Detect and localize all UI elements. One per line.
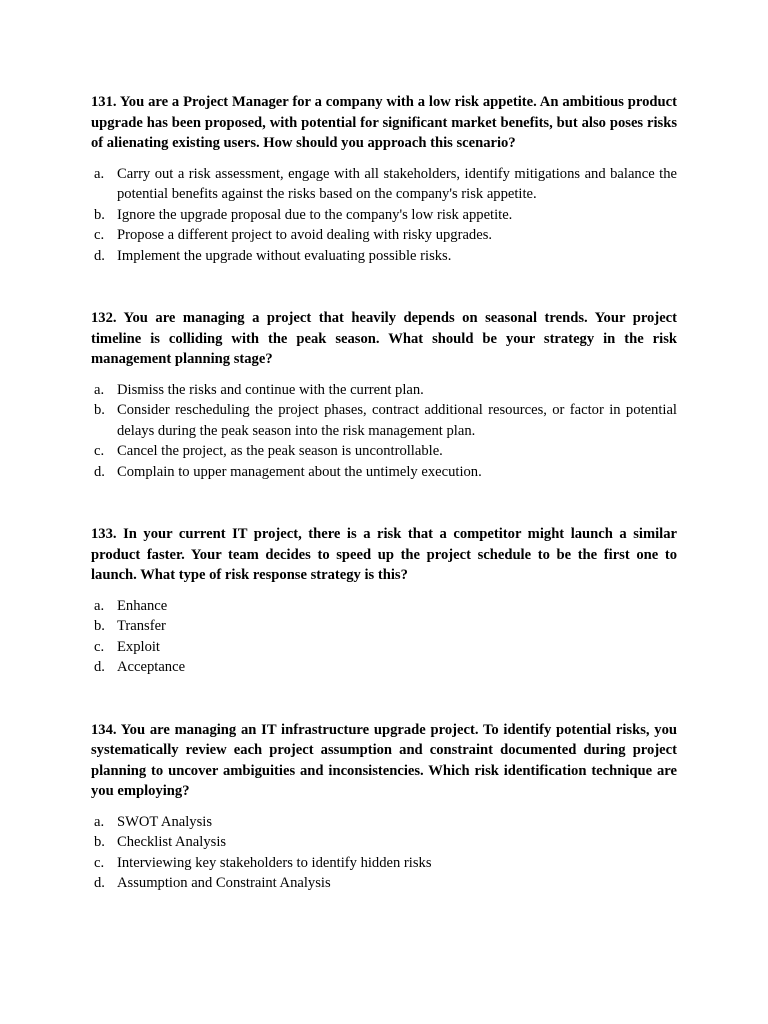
- option-text: Propose a different project to avoid dealing with risky upgrades.: [117, 227, 493, 243]
- option-c: [91, 853, 677, 874]
- option-letter: a.: [94, 813, 105, 830]
- option-d: [91, 246, 677, 267]
- option-text: Interviewing key stakeholders to identify hidden risks: [117, 854, 432, 871]
- question-text: [91, 720, 677, 802]
- question-number: 134.: [91, 721, 117, 738]
- option-b: [91, 400, 677, 441]
- question-number: 133.: [91, 526, 117, 542]
- option-text: Assumption and Constraint Analysis: [117, 875, 331, 891]
- option-text: Cancel the project, as the peak season is uncontrollable.: [117, 443, 443, 459]
- option-letter: d.: [94, 247, 105, 264]
- question-text: [91, 524, 677, 586]
- option-a: [91, 380, 677, 401]
- option-text: SWOT Analysis: [117, 813, 213, 830]
- option-letter: c.: [94, 638, 105, 655]
- option-d: [91, 462, 677, 483]
- option-text: Transfer: [117, 618, 166, 634]
- option-letter: c.: [94, 443, 105, 459]
- options-list: [91, 164, 677, 267]
- option-c: [91, 225, 677, 246]
- question-stem: You are a Project Manager for a company with a low risk appetite. An ambitious product upgrade has been proposed, with potential for significant market benefits, but also poses risks of alienating existing users. How should you approach this scenario?: [91, 94, 678, 151]
- question-133: [91, 524, 677, 678]
- option-c: [91, 637, 677, 658]
- option-text: Ignore the upgrade proposal due to the company's low risk appetite.: [117, 206, 513, 223]
- question-stem: You are managing a project that heavily depends on seasonal trends. Your project timeline is colliding with the peak season. What should be your strategy in the risk management planning stage?: [91, 310, 678, 367]
- question-131: [91, 92, 677, 266]
- option-letter: c.: [94, 227, 105, 243]
- option-letter: b.: [94, 834, 105, 850]
- option-c: [91, 441, 677, 462]
- option-letter: a.: [94, 165, 105, 182]
- option-letter: d.: [94, 875, 105, 891]
- question-text: [91, 92, 677, 154]
- option-text: Implement the upgrade without evaluating possible risks.: [117, 247, 452, 264]
- option-b: [91, 832, 677, 853]
- options-list: [91, 596, 677, 678]
- option-d: [91, 657, 677, 678]
- option-text: Consider rescheduling the project phases, contract additional resources, or factor in potential delays during the peak season into the risk management plan.: [117, 402, 677, 439]
- option-a: [91, 596, 677, 617]
- document-page: [91, 92, 677, 894]
- option-text: Exploit: [117, 638, 160, 655]
- option-text: Carry out a risk assessment, engage with all stakeholders, identify mitigations and balance the potential benefits against the risks based on the company's risk appetite.: [117, 165, 677, 202]
- question-stem: In your current IT project, there is a risk that a competitor might launch a similar product faster. Your team decides to speed up the project schedule to be the first one to launch. What type of risk response strategy is this?: [91, 526, 677, 583]
- option-letter: d.: [94, 463, 105, 480]
- option-b: [91, 205, 677, 226]
- option-d: [91, 873, 677, 894]
- option-letter: b.: [94, 206, 105, 223]
- option-letter: b.: [94, 618, 105, 634]
- option-b: [91, 616, 677, 637]
- option-text: Dismiss the risks and continue with the current plan.: [117, 381, 424, 398]
- option-a: [91, 164, 677, 205]
- option-letter: c.: [94, 854, 105, 871]
- option-text: Complain to upper management about the untimely execution.: [117, 463, 482, 480]
- option-letter: a.: [94, 597, 105, 614]
- option-letter: a.: [94, 381, 105, 398]
- question-132: [91, 308, 677, 482]
- option-text: Acceptance: [117, 659, 186, 675]
- option-text: Checklist Analysis: [117, 834, 227, 850]
- question-number: 132.: [91, 310, 117, 326]
- question-stem: You are managing an IT infrastructure upgrade project. To identify potential risks, you systematically review each project assumption and constraint documented during project planning to uncover ambiguities and inconsistencies. Which risk identification technique are you employing?: [91, 721, 677, 799]
- question-number: 131.: [91, 94, 117, 110]
- options-list: [91, 380, 677, 483]
- option-a: [91, 812, 677, 833]
- options-list: [91, 812, 677, 894]
- question-134: [91, 720, 677, 894]
- option-letter: b.: [94, 402, 105, 418]
- option-text: Enhance: [117, 597, 168, 614]
- option-letter: d.: [94, 659, 105, 675]
- question-text: [91, 308, 677, 370]
